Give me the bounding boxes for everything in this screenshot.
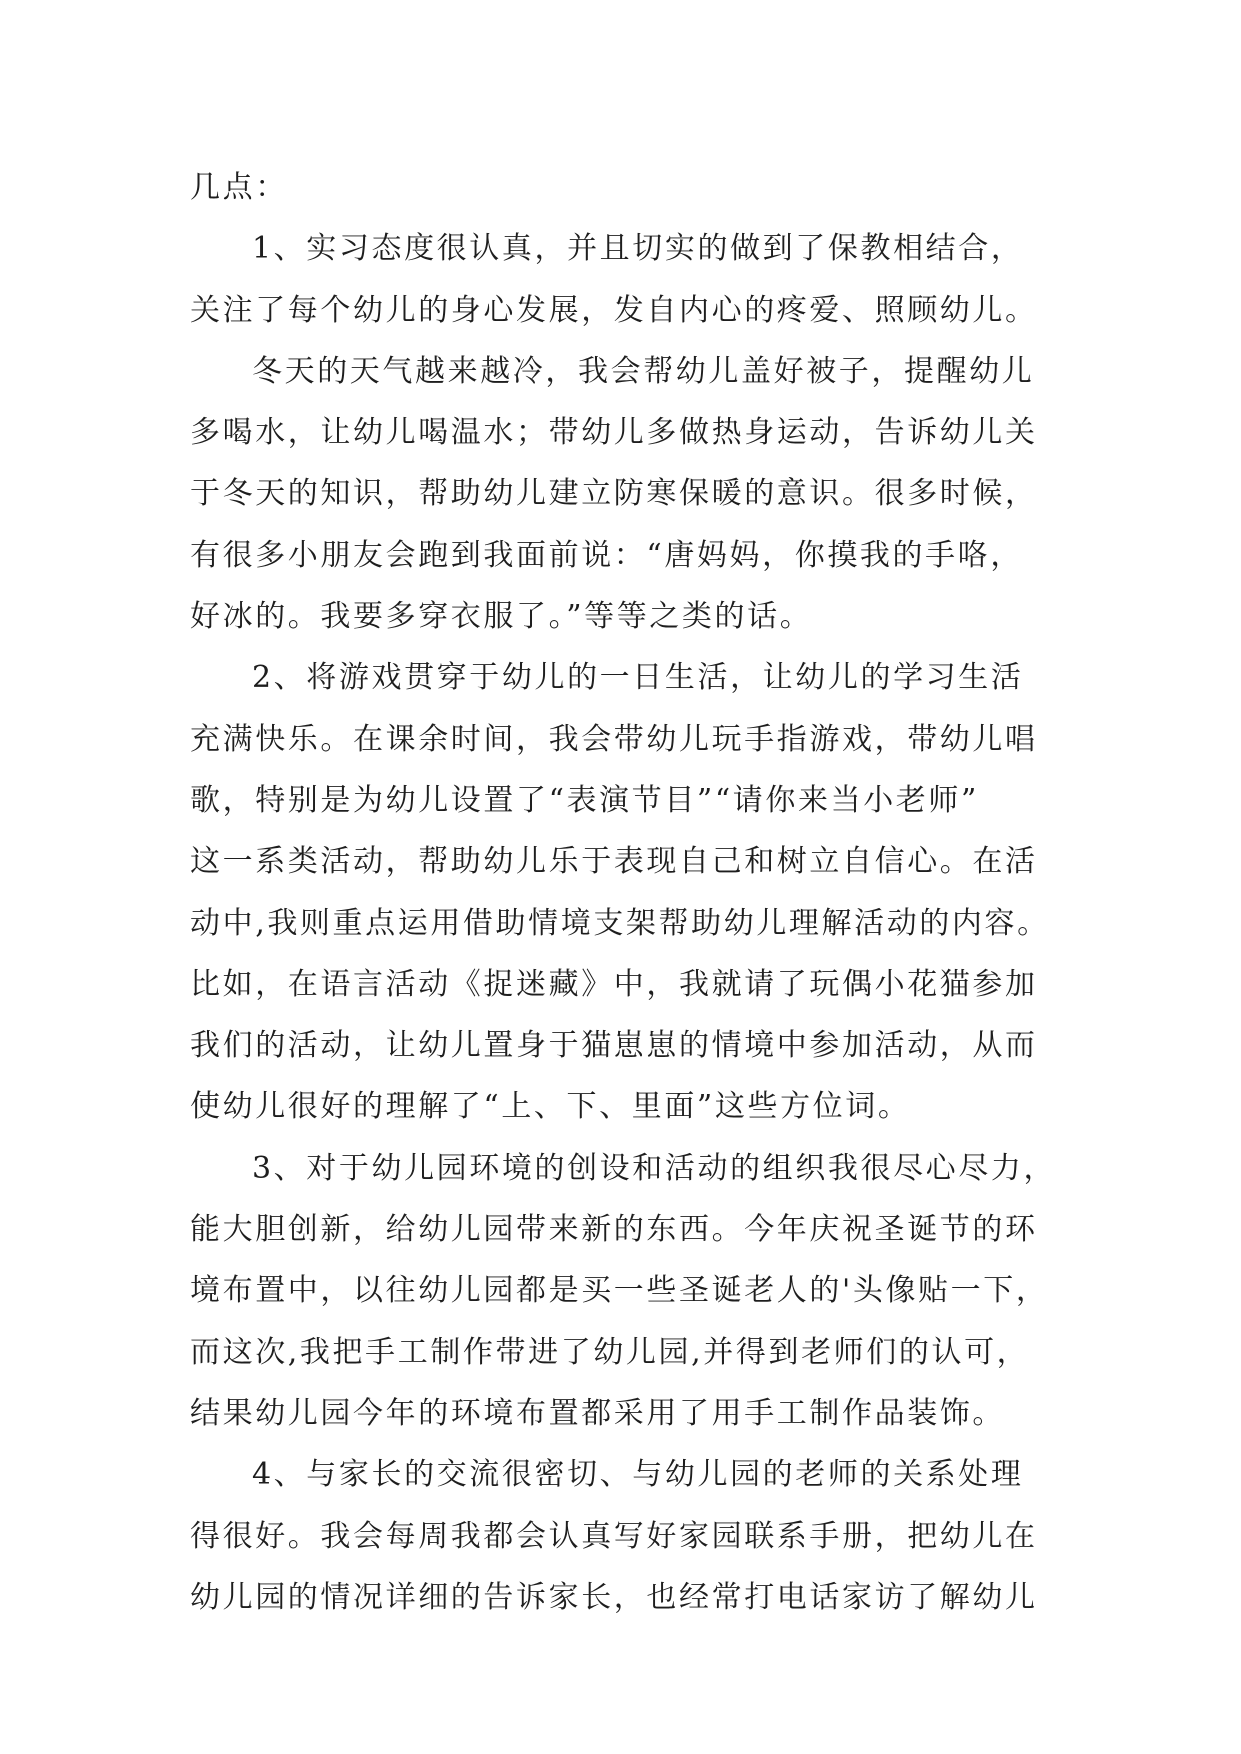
text-line: 3、对于幼儿园环境的创设和活动的组织我很尽心尽力， bbox=[252, 1150, 1057, 1186]
text-line: 幼儿园的情况详细的告诉家长，也经常打电话家访了解幼儿 bbox=[190, 1579, 1038, 1615]
text-line: 得很好。我会每周我都会认真写好家园联系手册，把幼儿在 bbox=[190, 1518, 1038, 1554]
text-line: 这一系类活动，帮助幼儿乐于表现自己和树立自信心。在活 bbox=[190, 844, 1038, 880]
document-body bbox=[190, 157, 1070, 1628]
text-line: 于冬天的知识，帮助幼儿建立防寒保暖的意识。很多时候， bbox=[190, 476, 1038, 512]
text-line: 2、将游戏贯穿于幼儿的一日生活，让幼儿的学习生活 bbox=[252, 660, 1024, 696]
text-line: 多喝水，让幼儿喝温水；带幼儿多做热身运动，告诉幼儿关 bbox=[190, 415, 1038, 451]
text-line: 结果幼儿园今年的环境布置都采用了用手工制作品装饰。 bbox=[190, 1395, 1005, 1431]
text-line: 我们的活动，让幼儿置身于猫崽崽的情境中参加活动，从而 bbox=[190, 1028, 1038, 1064]
text-line: 冬天的天气越来越冷，我会帮幼儿盖好被子，提醒幼儿 bbox=[252, 353, 1035, 389]
text-line: 使幼儿很好的理解了“上、下、里面”这些方位词。 bbox=[190, 1089, 911, 1125]
text-line: 能大胆创新，给幼儿园带来新的东西。今年庆祝圣诞节的环 bbox=[190, 1212, 1038, 1248]
text-line: 关注了每个幼儿的身心发展，发自内心的疼爱、照顾幼儿。 bbox=[190, 292, 1038, 328]
text-line: 充满快乐。在课余时间，我会带幼儿玩手指游戏，带幼儿唱 bbox=[190, 721, 1038, 757]
text-line: 比如，在语言活动《捉迷藏》中，我就请了玩偶小花猫参加 bbox=[190, 966, 1038, 1002]
text-line: 境布置中，以往幼儿园都是买一些圣诞老人的'头像贴一下， bbox=[190, 1273, 1049, 1309]
text-line: 动中,我则重点运用借助情境支架帮助幼儿理解活动的内容。 bbox=[190, 905, 1050, 941]
text-line: 好冰的。我要多穿衣服了。”等等之类的话。 bbox=[190, 599, 813, 635]
text-line: 而这次,我把手工制作带进了幼儿园,并得到老师们的认可， bbox=[190, 1334, 1030, 1370]
text-line: 4、与家长的交流很密切、与幼儿园的老师的关系处理 bbox=[252, 1457, 1024, 1493]
text-line: 1、实习态度很认真，并且切实的做到了保教相结合， bbox=[252, 231, 1024, 267]
text-line: 有很多小朋友会跑到我面前说：“唐妈妈，你摸我的手咯， bbox=[190, 537, 1023, 573]
text-line: 歌，特别是为幼儿设置了“表演节目”“请你来当小老师” bbox=[190, 782, 979, 818]
text-line: 几点： bbox=[190, 170, 288, 205]
